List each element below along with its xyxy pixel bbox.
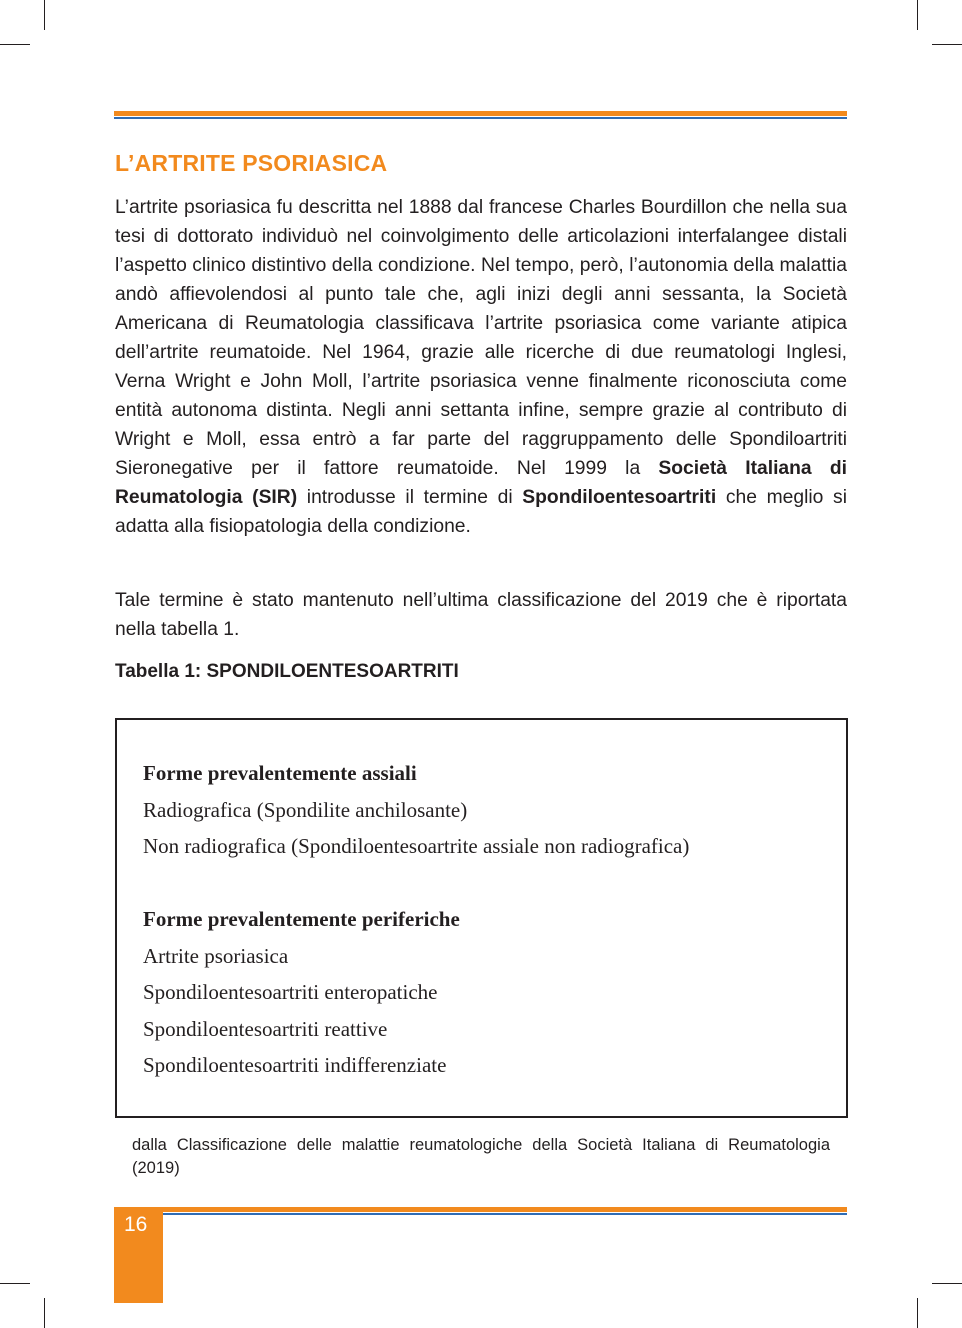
group-item: Spondiloentesoartriti reattive — [143, 1016, 388, 1041]
text-run: che meglio si adatta alla fisiopatologia della condizione. — [115, 487, 847, 537]
header-rule — [114, 111, 847, 120]
group-item: Radiografica (Spondilite anchilosante) — [143, 797, 468, 822]
page-number-tab — [114, 1207, 163, 1303]
second-paragraph: Tale termine è stato mantenuto nell’ultima classificazione del 2019 che è riportata nella tabella 1. — [115, 590, 847, 640]
crop-mark — [932, 44, 962, 45]
crop-mark — [917, 0, 918, 30]
table-caption: dalla Classificazione delle malattie reumatologiche della Società Italiana di Reumatologia (2019) — [132, 1136, 830, 1177]
crop-mark — [44, 0, 45, 30]
group-heading: Forme prevalentemente periferiche — [143, 907, 460, 931]
bold-term: Spondiloentesoartriti — [522, 487, 717, 508]
group-item: Spondiloentesoartriti enteropatiche — [143, 980, 438, 1004]
crop-mark — [932, 1283, 962, 1284]
axial-group — [143, 755, 689, 865]
footer-rule — [163, 1207, 847, 1215]
text-run: introdusse il termine di — [297, 487, 523, 508]
group-heading: Forme prevalentemente assiali — [143, 761, 417, 785]
group-item: Non radiografica (Spondiloentesoartrite assiale non radiografica) — [143, 834, 690, 858]
crop-mark — [0, 1283, 30, 1284]
group-item: Spondiloentesoartriti indifferenziate — [143, 1053, 447, 1077]
crop-mark — [44, 1298, 45, 1328]
crop-mark — [0, 44, 30, 45]
classification-table — [115, 718, 848, 1118]
page-number: 16 — [124, 1213, 148, 1236]
peripheral-group — [143, 901, 460, 1084]
bold-term: Società Italiana di Reumatologia (SIR) — [115, 458, 848, 508]
section-title: L’ARTRITE PSORIASICA — [115, 150, 388, 176]
text-run: L’artrite psoriasica fu descritta nel 1888 dal francese Charles Bourdillon che nella sua tesi di dottorato individuò nel coinvolgimento delle articolazioni interfalangee distali l’aspetto clinico distintivo della condizione. Nel tempo, però, l’autonomia della malattia andò affievolendosi al punto tale che, agli inizi degli anni sessanta, la Società Americana di Reumatologia classificava l’artrite psoriasica come variante atipica dell’artrite reumatoide. Nel 1964, grazie alle ricerche di due reumatologi Inglesi, Verna Wright e John Moll, l’artrite psoriasica venne finalmente riconosciuta come entità autonoma distinta. Negli anni settanta infine, sempre grazie al contributo di Wright e Moll, essa entrò a far parte del raggruppamento delle Spondiloartriti Sieronegative per il fattore reumatoide. Nel 1999 la — [115, 197, 847, 479]
intro-paragraph — [115, 193, 847, 541]
table-title: Tabella 1: SPONDILOENTESOARTRITI — [115, 661, 459, 682]
group-item: Artrite psoriasica — [143, 943, 289, 968]
crop-mark — [917, 1298, 918, 1328]
